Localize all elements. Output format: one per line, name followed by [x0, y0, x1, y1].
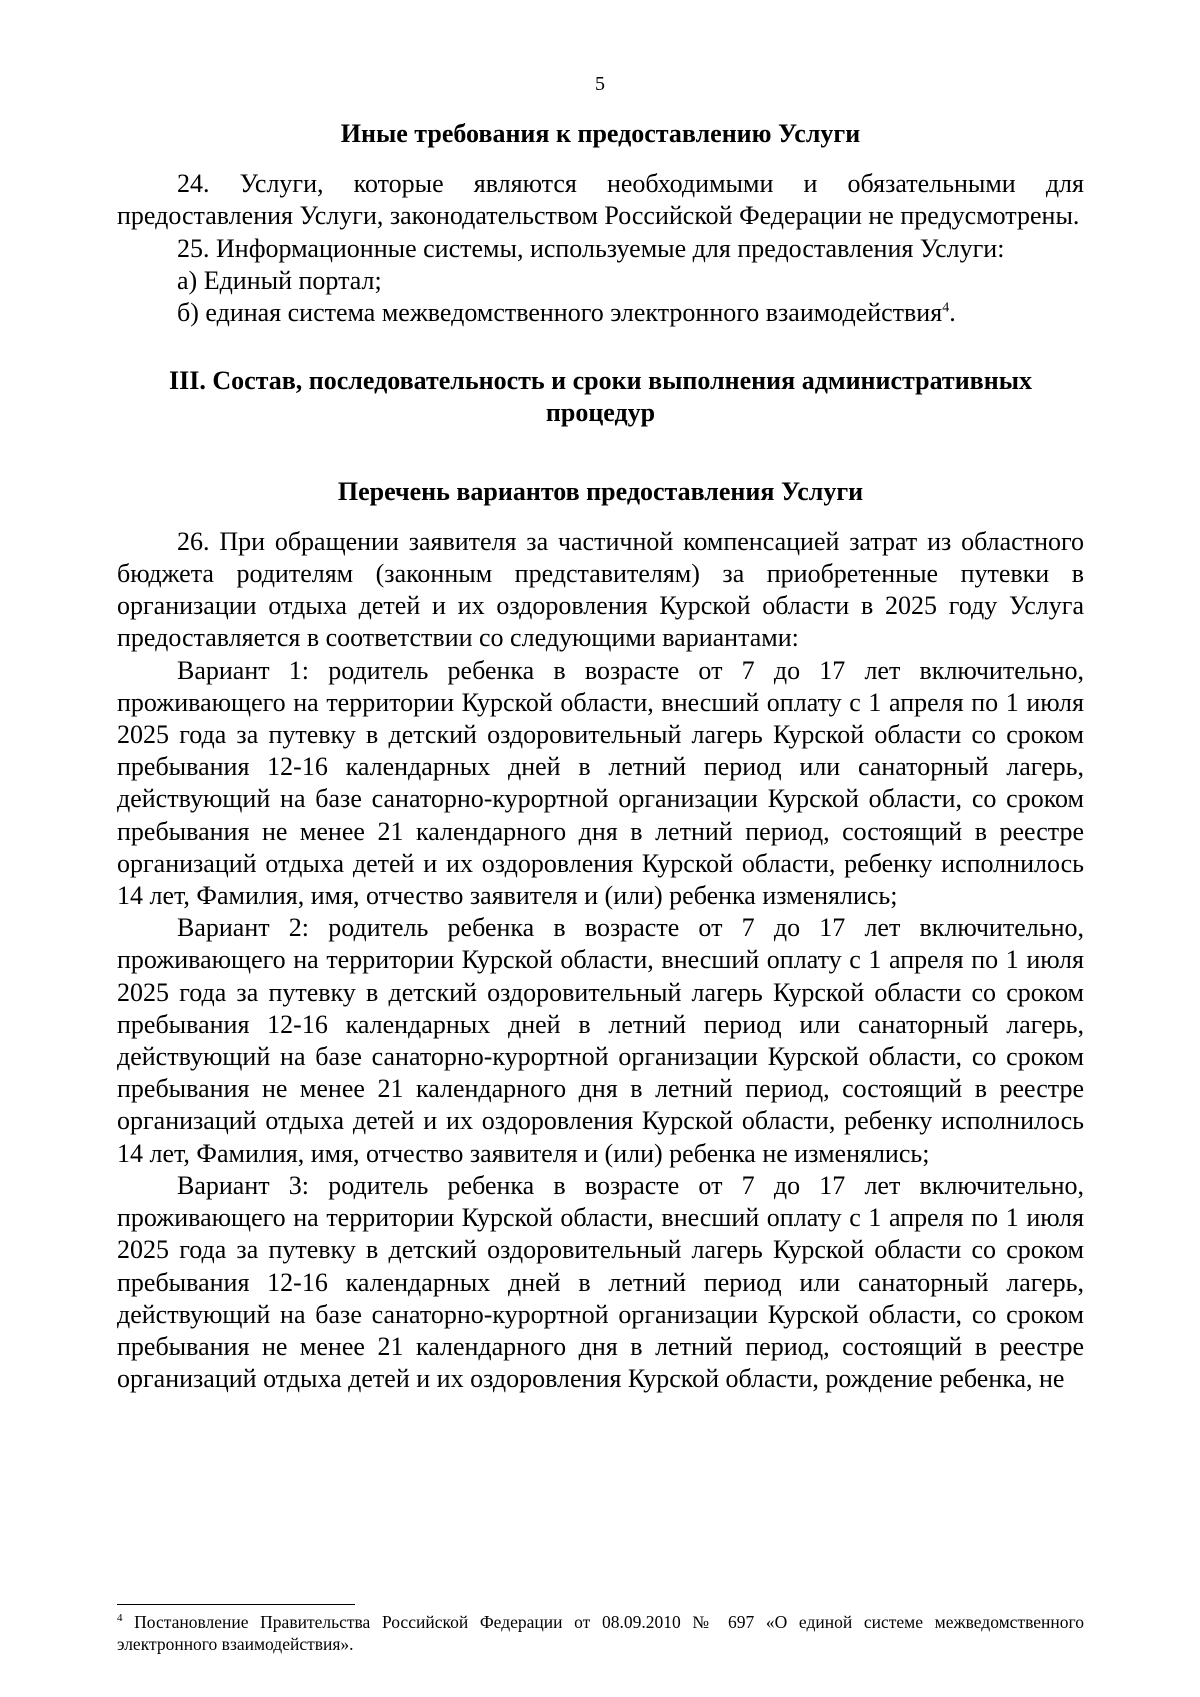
variant-1: Вариант 1: родитель ребенка в возрасте от 7 до 17 лет включительно, проживающего на территории Курской области, внесший оплату с 1 апреля по 1 июля 2025 года за путевку в детский оздоровительный лагерь Курской области со сроком пребывания 12-16 календарных дней в летний период или санаторный лагерь, действующий на базе санаторно-курортной организации Курской области, со сроком пребывания не менее 21 календарного дня в летний период, состоящий в реестре организаций отдыха детей и их оздоровления Курской области, ребенку исполнилось 14 лет, Фамилия, имя, отчество заявителя и (или) ребенка изменялись;	[117, 655, 1084, 911]
variant-3: Вариант 3: родитель ребенка в возрасте от 7 до 17 лет включительно, проживающего на территории Курской области, внесший оплату с 1 апреля по 1 июля 2025 года за путевку в детский оздоровительный лагерь Курской области со сроком пребывания 12-16 календарных дней в летний период или санаторный лагерь, действующий на базе санаторно-курортной организации Курской области, со сроком пребывания не менее 21 календарного дня в летний период, состоящий в реестре организаций отдыха детей и их оздоровления Курской области, рождение ребенка, не	[117, 1170, 1084, 1394]
list-item-a: а) Единый портал;	[177, 265, 382, 295]
subsection-title-variants: Перечень вариантов предоставления Услуги	[337, 476, 864, 506]
page-content	[117, 118, 1084, 1395]
spacer	[117, 508, 1084, 526]
list-item-b-end: .	[949, 298, 956, 328]
variant-2: Вариант 2: родитель ребенка в возрасте от 7 до 17 лет включительно, проживающего на территории Курской области, внесший оплату с 1 апреля по 1 июля 2025 года за путевку в детский оздоровительный лагерь Курской области со сроком пребывания 12-16 календарных дней в летний период или санаторный лагерь, действующий на базе санаторно-курортной организации Курской области, со сроком пребывания не менее 21 календарного дня в летний период, состоящий в реестре организаций отдыха детей и их оздоровления Курской области, ребенку исполнилось 14 лет, Фамилия, имя, отчество заявителя и (или) ребенка не изменялись;	[117, 913, 1084, 1168]
footnote-number: 4	[117, 1612, 123, 1625]
list-item-b-text: б) единая система межведомственного электронного взаимодействия	[177, 298, 943, 328]
spacer	[117, 430, 1084, 476]
footnote-reference[interactable]: 4	[942, 300, 950, 316]
footnote-text: Постановление Правительства Российской Федерации от 08.09.2010 № 697 «О единой системе межведомственного электронного взаимодействия».	[117, 1612, 1084, 1654]
list-item-b	[117, 297, 1084, 329]
paragraph-26: 26. При обращении заявителя за частичной компенсацией затрат из областного бюджета родителям (законным представителям) за приобретенные путевки в организации отдыха детей и их оздоровления Курской области в 2025 году Услуга предоставляется в соответствии со следующими вариантами:	[117, 526, 1084, 653]
spacer	[117, 150, 1084, 168]
page-number: 5	[595, 73, 605, 95]
section-title-other-requirements: Иные требования к предоставлению Услуги	[340, 119, 861, 148]
footnote-divider	[117, 1604, 355, 1605]
spacer	[117, 329, 1084, 365]
paragraph-24: 24. Услуги, которые являются необходимыми и обязательными для предоставления Услуги, законодательством Российской Федерации не предусмотрены.	[117, 169, 1084, 231]
footnote	[117, 1611, 1084, 1655]
paragraph-25: 25. Информационные системы, используемые для предоставления Услуги:	[177, 233, 1005, 263]
section-title-iii: III. Состав, последовательность и сроки выполнения административных процедур	[168, 366, 1032, 428]
